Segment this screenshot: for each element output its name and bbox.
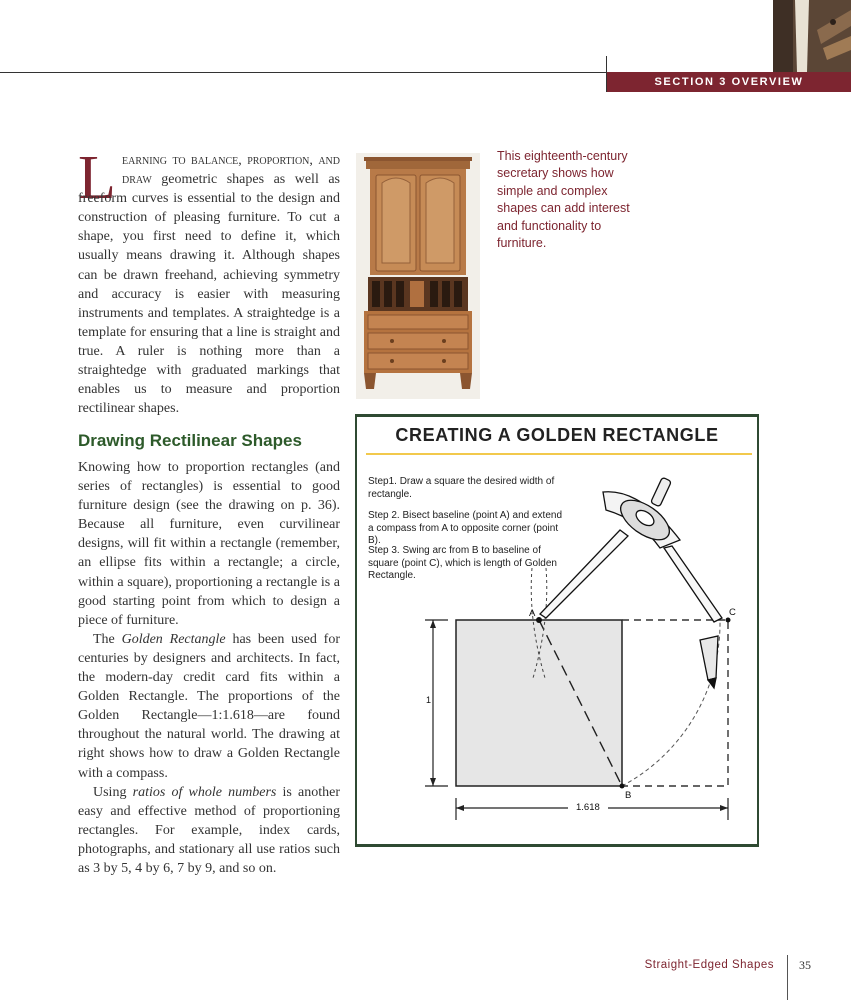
paragraph-1: Knowing how to proportion rectangles (and series of rectangles) is essential to good furniture design (see the drawing on p. 36). Because all furniture, even curvilinear designs, will fit within a rectangle (remember, an ellipse fits within a rectangle; a circle, within a square), proportioning a rectangle is a good starting point from which to design a piece of furniture. [78, 460, 340, 628]
square-shape [456, 620, 622, 786]
corner-photo [773, 0, 851, 72]
header-rule [0, 72, 607, 73]
point-b-label: B [625, 790, 632, 801]
point-b-marker [620, 784, 625, 789]
step-3: Step 3. Swing arc from B to baseline of square (point C), which is length of Golden Rectangle. [368, 545, 557, 581]
corner-photo-image [773, 0, 851, 72]
paragraph-2-rest: has been used for centuries by designers and architects. In fact, the modern-day credit card fits within a Golden Rectangle. The proportions of the Golden Rectangle—1:1.618—are found throughout the natural world. The drawing at right shows how to draw a Golden Rectangle with a compass. [78, 631, 340, 781]
footer-divider [787, 955, 788, 1000]
point-c-label: C [729, 607, 736, 618]
width-label: 1.618 [576, 802, 600, 813]
step-2: Step 2. Bisect baseline (point A) and extend a compass from A to opposite corner (point B). [368, 510, 563, 546]
point-a-label: A [529, 608, 536, 619]
section-label: SECTION 3 OVERVIEW [607, 72, 851, 92]
paragraph-2 [78, 630, 340, 783]
figure-title: CREATING A GOLDEN RECTANGLE [395, 425, 719, 445]
page-number: 35 [799, 958, 811, 972]
point-c-marker [726, 618, 731, 623]
footer-chapter: Straight-Edged Shapes [644, 959, 774, 971]
intro-lead: earning to balance, proportion, and draw [122, 153, 340, 188]
golden-rectangle-diagram [357, 468, 753, 836]
secretary-image [356, 153, 480, 399]
paragraph-3-start: Using [93, 784, 133, 800]
step-1: Step1. Draw a square the desired width of rectangle. [368, 476, 555, 500]
height-label: 1 [426, 695, 432, 705]
golden-rectangle-term: Golden Rectangle [121, 631, 226, 647]
figure-title-rule [366, 453, 752, 455]
point-a-marker [536, 617, 542, 623]
section-body [78, 458, 340, 878]
section-heading: Drawing Rectilinear Shapes [78, 431, 302, 450]
ratios-term: ratios of whole numbers [132, 784, 277, 800]
paragraph-2-start: The [93, 631, 122, 647]
photo-caption: This eighteenth-century secretary shows how simple and complex shapes can add interest and functionality to furniture. [497, 149, 630, 251]
paragraph-3 [78, 783, 340, 878]
paragraph-3-rest: is another easy and effective method of proportioning rectangles. For example, index cards, photographs, and stationary all use ratios such as 3 by 5, 4 by 6, 7 by 9, and so on. [78, 784, 341, 876]
intro-text: geometric shapes as well as freeform curves is essential to the design and construction of pleasing furniture. To cut a shape, you first need to define it, which usually means drawing it. Although shapes can be drawn freehand, achieving symmetry and accuracy is easier with measuring instruments and templates. A straightedge is a template for ensuring that a line is straight and true. A ruler is nothing more than a straightedge with graduated markings that enables us to measure and proportion rectilinear shapes. [78, 172, 340, 417]
secretary-photo [356, 153, 480, 399]
drop-cap: L [78, 144, 116, 212]
intro-paragraph [78, 151, 340, 418]
